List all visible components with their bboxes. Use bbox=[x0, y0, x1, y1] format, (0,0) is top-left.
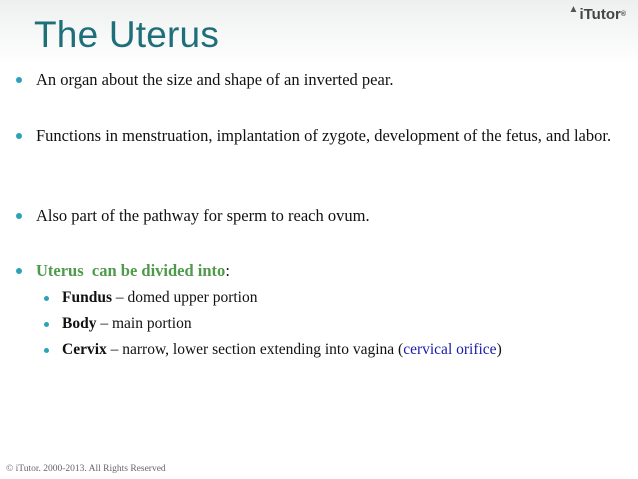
cervical-orifice-text: cervical orifice bbox=[403, 341, 497, 358]
part-term: Body bbox=[62, 315, 97, 332]
bullet-item-4 bbox=[16, 259, 616, 283]
part-term: Cervix bbox=[62, 341, 107, 358]
bullet-dot-icon bbox=[16, 77, 22, 83]
bullet-dot-icon bbox=[44, 348, 49, 353]
part-term: Fundus bbox=[62, 289, 112, 306]
bullet-item-1 bbox=[16, 68, 616, 92]
bullet-text: Also part of the pathway for sperm to reach ovum. bbox=[36, 206, 370, 225]
bullet-item-3 bbox=[16, 204, 616, 228]
part-desc: – domed upper portion bbox=[111, 289, 258, 306]
graduation-cap-icon: ▲ bbox=[568, 4, 579, 15]
part-desc: – main portion bbox=[96, 315, 192, 332]
divided-colon: : bbox=[225, 261, 230, 280]
part-desc: – narrow, lower section extending into vagina ( bbox=[106, 341, 404, 358]
sub-bullet-cervix bbox=[44, 339, 502, 361]
part-tail: ) bbox=[496, 341, 502, 358]
divided-lead: Uterus can be divided into bbox=[36, 261, 226, 280]
bullet-dot-icon bbox=[44, 322, 49, 327]
slide-title: The Uterus bbox=[34, 14, 220, 55]
logo-text: iTutor bbox=[579, 6, 621, 23]
sub-bullet-body bbox=[44, 313, 192, 335]
itutor-logo bbox=[569, 6, 626, 23]
sub-bullet-fundus bbox=[44, 287, 258, 309]
bullet-dot-icon bbox=[16, 213, 22, 219]
bullet-dot-icon bbox=[16, 268, 22, 274]
bullet-item-2 bbox=[16, 124, 626, 148]
bullet-text bbox=[36, 259, 616, 283]
bullet-text: Functions in menstruation, implantation of zygote, development of the fetus, and labor. bbox=[36, 126, 612, 145]
copyright-footer: © iTutor. 2000-2013. All Rights Reserved bbox=[6, 464, 166, 474]
bullet-dot-icon bbox=[16, 133, 22, 139]
bullet-text: An organ about the size and shape of an inverted pear. bbox=[36, 70, 394, 89]
bullet-dot-icon bbox=[44, 296, 49, 301]
registered-mark: ® bbox=[620, 11, 626, 18]
